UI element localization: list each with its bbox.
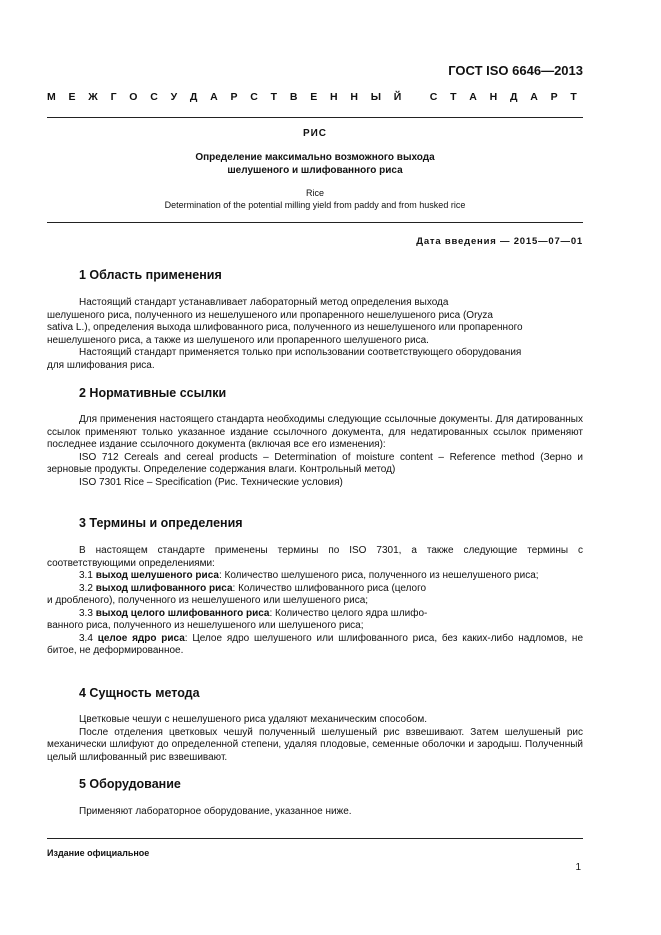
paragraph-line: для шлифования риса.	[47, 359, 155, 371]
title-divider	[47, 222, 583, 223]
banner-letter: О	[129, 91, 138, 103]
term-name: выход целого шлифованного риса	[95, 607, 270, 619]
banner-letter: Н	[489, 91, 498, 103]
term-definition: : Количество шелушеного риса, полученного из нешелушеного риса;	[218, 570, 539, 581]
banner-letter: Н	[329, 91, 338, 103]
reference-item: ISO 7301 Rice – Specification (Рис. Технические условия)	[79, 476, 343, 488]
term-entry	[47, 570, 583, 583]
section-4-body	[47, 714, 583, 764]
section-1-heading: 1 Область применения	[79, 268, 222, 282]
term-number: 3.4	[79, 632, 93, 644]
paragraph-line: sativa L.), определения выхода шлифованного риса, полученного из нешелушеного или пропаренного	[47, 322, 523, 333]
header-divider	[47, 117, 583, 118]
interstate-standard-banner	[47, 91, 577, 103]
section-1-body	[47, 297, 583, 372]
term-number: 3.3	[79, 607, 93, 619]
paragraph: В настоящем стандарте применены термины по ISO 7301, а также следующие термины с соответствующими определениями:	[47, 545, 583, 569]
term-name: целое ядро риса	[97, 632, 185, 644]
term-entry	[47, 633, 583, 658]
term-definition-line: и дробленого), полученного из нешелушеного или шелушеного риса;	[47, 595, 369, 606]
banner-letter: Т	[270, 91, 278, 103]
term-name: выход шелушеного риса	[95, 570, 219, 581]
banner-letter: Т	[570, 91, 577, 103]
banner-letter: С	[150, 91, 158, 103]
banner-letter: М	[47, 91, 56, 103]
document-code: ГОСТ ISO 6646—2013	[448, 63, 583, 78]
subtitle-en-line: Rice	[305, 188, 324, 198]
banner-letter: Ж	[88, 91, 98, 103]
footer-divider	[47, 838, 583, 839]
banner-letter: Д	[510, 91, 518, 103]
subtitle-ru-line: Определение максимально возможного выхода	[195, 152, 435, 163]
introduction-date: Дата введения — 2015—07—01	[416, 236, 583, 247]
banner-letter: А	[210, 91, 218, 103]
paragraph: После отделения цветковых чешуй полученный шелушеный рис взвешивают. Затем шелушеный рис механически шлифуют до определенной степени, удаляя плодовые, семенные оболочки и зародыш. Полученный целый шлифованный рис взвешивают.	[47, 726, 583, 763]
section-5-heading: 5 Оборудование	[79, 777, 181, 791]
page-number: 1	[575, 862, 581, 873]
banner-letter: А	[469, 91, 477, 103]
term-definition: : Количество целого ядра шлифо-	[269, 607, 428, 619]
document-subtitle-en	[47, 187, 583, 211]
banner-letter: А	[530, 91, 538, 103]
banner-letter: С	[250, 91, 258, 103]
section-3-body	[47, 545, 583, 658]
document-title: РИС	[302, 128, 328, 139]
banner-letter: Р	[230, 91, 238, 103]
term-entry	[47, 608, 583, 621]
section-3-heading: 3 Термины и определения	[79, 516, 243, 530]
term-entry	[47, 583, 583, 596]
term-definition: : Целое ядро шелушеного или шлифованного риса, без каких-либо надломов, не битое, не деформированное.	[47, 632, 584, 656]
banner-letter: Н	[350, 91, 358, 103]
term-definition: : Количество шлифованного риса (целого	[232, 582, 427, 594]
banner-letter: Е	[68, 91, 76, 103]
banner-letter: Е	[310, 91, 318, 103]
reference-item: ISO 712 Cereals and cereal products – Determination of moisture content – Reference method (Зерно и зерновые продукты. Определение содержания влаги. Контрольный метод)	[47, 451, 583, 475]
document-subtitle-ru	[47, 152, 583, 177]
paragraph: Применяют лабораторное оборудование, указанное ниже.	[79, 806, 352, 817]
banner-letter: С	[429, 91, 438, 103]
subtitle-ru-line: шелушеного и шлифованного риса	[227, 164, 403, 176]
banner-letter: Т	[450, 91, 457, 103]
term-definition-line: ванного риса, полученного из нешелушеного или шелушеного риса;	[47, 620, 364, 631]
banner-letter: Й	[393, 91, 402, 103]
official-edition-label: Издание официальное	[47, 848, 150, 858]
banner-letter: У	[170, 91, 178, 103]
paragraph: Для применения настоящего стандарта необходимы следующие ссылочные документы. Для датированных ссылок применяют только указанное издание ссылочного документа, для недатированных ссылок применяют последнее издание ссылочного документа (включая все его изменения):	[47, 414, 583, 450]
banner-letter: Д	[189, 91, 198, 103]
section-2-heading: 2 Нормативные ссылки	[79, 386, 227, 400]
term-number: 3.2	[79, 582, 93, 594]
banner-letter: Г	[110, 91, 117, 103]
section-4-heading: 4 Сущность метода	[79, 686, 200, 700]
paragraph-line: Настоящий стандарт применяется только при использовании соответствующего оборудования	[79, 347, 522, 358]
banner-letter: Ы	[370, 91, 381, 103]
subtitle-en-line: Determination of the potential milling yield from paddy and from husked rice	[164, 200, 466, 210]
section-2-body	[47, 414, 583, 489]
term-number: 3.1	[79, 570, 93, 581]
paragraph: Цветковые чешуи с нешелушеного риса удаляют механическим способом.	[79, 714, 428, 725]
banner-letter: Р	[550, 91, 558, 103]
paragraph-line: шелушеного риса, полученного из нешелушеного или пропаренного нешелушеного риса (Oryza	[47, 309, 493, 321]
term-name: выход шлифованного риса	[95, 582, 233, 594]
banner-letter: В	[289, 91, 298, 103]
paragraph-line: Настоящий стандарт устанавливает лабораторный метод определения выхода	[79, 297, 449, 308]
banner-spacer	[414, 91, 417, 103]
section-5-body	[47, 806, 583, 819]
paragraph-line: нешелушеного риса, а также из шелушеного или пропаренного шелушеного риса.	[47, 334, 429, 346]
